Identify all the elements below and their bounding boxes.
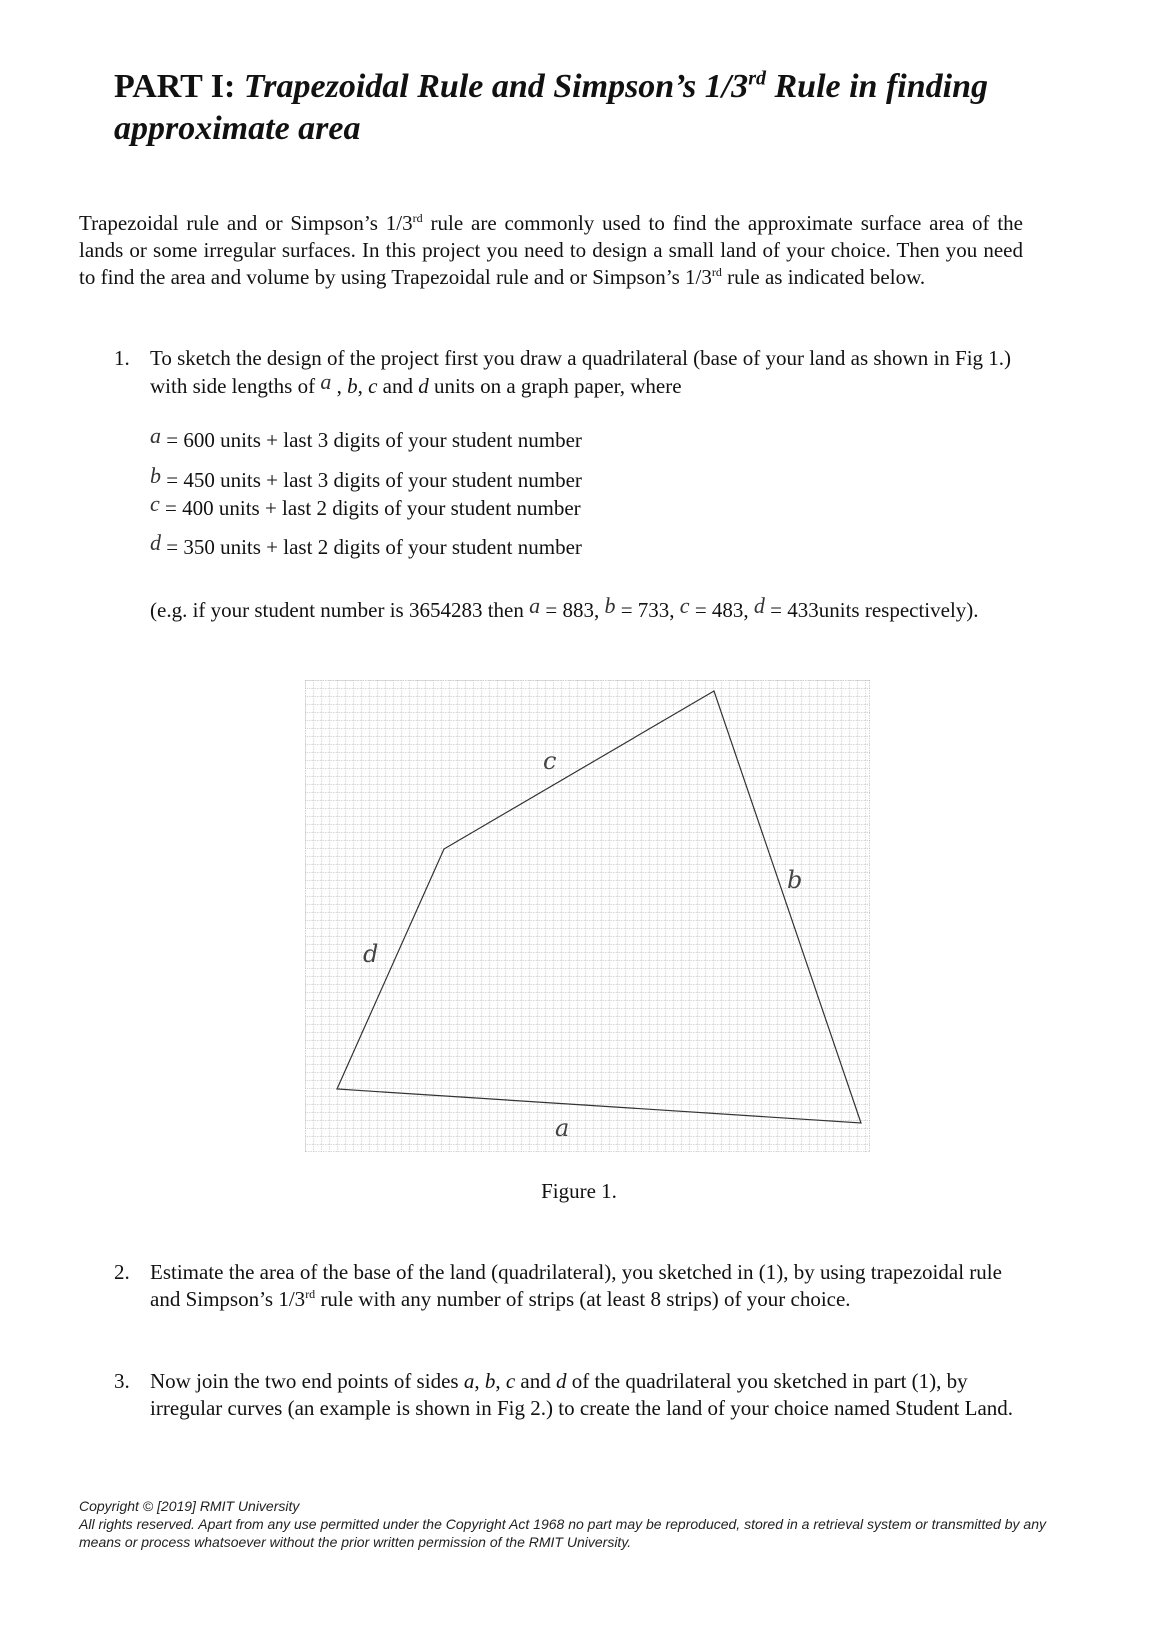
copyright-footer (79, 1497, 1079, 1551)
list-item-2: 2. Estimate the area of the base of the land (quadrilateral), you sketched in (1), by using trapezoidal rule and Simpson’s 1/3rd rule with any number of strips (at least 8 strips) of your choice. (114, 1260, 1002, 1311)
intro-paragraph: Trapezoidal rule and or Simpson’s 1/3rd rule are commonly used to find the approximate surface area of the lands or some irregular surfaces. In this project you need to design a small land of your choice. Then you need to find the area and volume by using Trapezoidal rule and or Simpson’s 1/3rd rule as indicated below. (79, 211, 1024, 289)
side-label-d: d (363, 940, 379, 968)
side-label-c: c (543, 747, 557, 775)
quadrilateral-figure (305, 680, 870, 1152)
definition-d: d = 350 units + last 2 digits of your student number (150, 530, 582, 559)
list-item-3: 3. Now join the two end points of sides a, b, c and d of the quadrilateral you sketched in part (1), by irregular curves (an example is shown in Fig 2.) to create the land of your choice named Student Land. (114, 1369, 1014, 1420)
graph-paper-grid (305, 680, 870, 1152)
side-label-a: a (555, 1114, 570, 1142)
definition-c: c = 400 units + last 2 digits of your student number (150, 491, 581, 520)
example-text: (e.g. if your student number is 3654283 then a = 883, b = 733, c = 483, d = 433units respectively). (150, 593, 979, 622)
figure-caption: Figure 1. (541, 1179, 617, 1203)
copyright-line: Copyright © [2019] RMIT University (79, 1498, 300, 1514)
side-label-b: b (787, 866, 803, 894)
definition-a: a = 600 units + last 3 digits of your student number (150, 423, 582, 452)
list-item-1: 1. To sketch the design of the project first you draw a quadrilateral (base of your land as shown in Fig 1.) with side lengths of a , b, c and d units on a graph paper, where (114, 346, 1012, 398)
rights-notice: All rights reserved. Apart from any use permitted under the Copyright Act 1968 no part may be reproduced, stored in a retrieval system or transmitted by any means or process whatsoever without the prior written permission of the RMIT University. (79, 1516, 1046, 1550)
definition-b: b = 450 units + last 3 digits of your student number (150, 463, 582, 492)
page-title: PART I: Trapezoidal Rule and Simpson’s 1/3rd Rule in finding approximate area (114, 67, 988, 147)
